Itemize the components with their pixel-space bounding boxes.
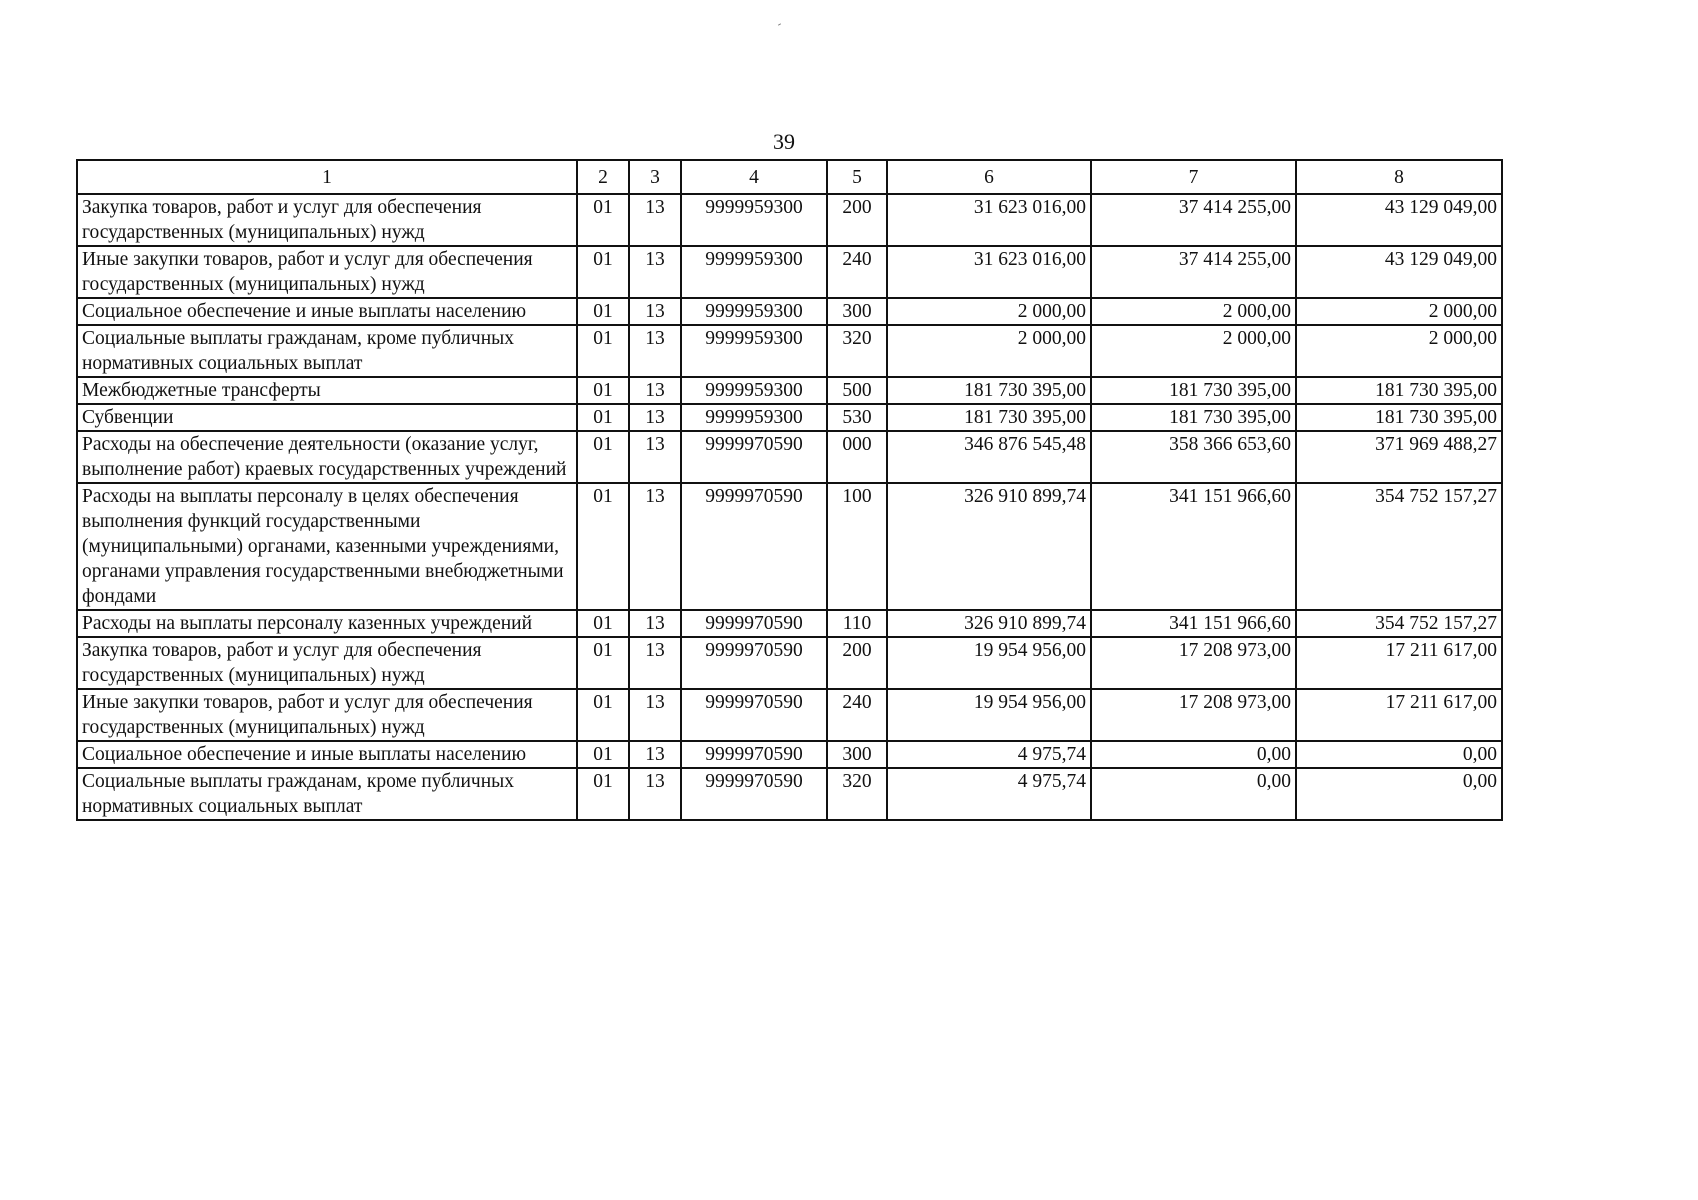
row-target-article-code: 9999959300	[681, 194, 827, 246]
table-row	[77, 431, 1502, 483]
table-row	[77, 194, 1502, 246]
row-amount-col-8: 354 752 157,27	[1296, 483, 1502, 610]
row-section-code: 01	[577, 483, 629, 610]
row-amount-col-8: 17 211 617,00	[1296, 637, 1502, 689]
row-amount-col-8: 181 730 395,00	[1296, 404, 1502, 431]
row-amount-col-7: 181 730 395,00	[1091, 377, 1296, 404]
table-row	[77, 741, 1502, 768]
row-amount-col-7: 37 414 255,00	[1091, 246, 1296, 298]
row-amount-col-7: 341 151 966,60	[1091, 483, 1296, 610]
row-amount-col-8: 2 000,00	[1296, 325, 1502, 377]
header-col-3: 3	[629, 160, 681, 194]
row-name: Закупка товаров, работ и услуг для обеспечения государственных (муниципальных) нужд	[77, 194, 577, 246]
row-subsection-code: 13	[629, 431, 681, 483]
row-target-article-code: 9999970590	[681, 483, 827, 610]
row-section-code: 01	[577, 431, 629, 483]
row-amount-col-7: 17 208 973,00	[1091, 637, 1296, 689]
row-amount-col-8: 17 211 617,00	[1296, 689, 1502, 741]
row-name: Социальные выплаты гражданам, кроме публичных нормативных социальных выплат	[77, 768, 577, 820]
row-amount-col-6: 181 730 395,00	[887, 377, 1091, 404]
row-amount-col-7: 341 151 966,60	[1091, 610, 1296, 637]
row-subsection-code: 13	[629, 325, 681, 377]
row-section-code: 01	[577, 768, 629, 820]
row-section-code: 01	[577, 325, 629, 377]
row-name: Субвенции	[77, 404, 577, 431]
row-section-code: 01	[577, 194, 629, 246]
row-expense-type-code: 500	[827, 377, 887, 404]
row-expense-type-code: 100	[827, 483, 887, 610]
table-row	[77, 768, 1502, 820]
row-amount-col-6: 4 975,74	[887, 741, 1091, 768]
table-body	[77, 194, 1502, 820]
row-amount-col-7: 37 414 255,00	[1091, 194, 1296, 246]
row-target-article-code: 9999970590	[681, 768, 827, 820]
row-amount-col-7: 0,00	[1091, 741, 1296, 768]
row-section-code: 01	[577, 404, 629, 431]
scan-speck	[778, 23, 781, 25]
table-row	[77, 246, 1502, 298]
row-amount-col-6: 19 954 956,00	[887, 689, 1091, 741]
row-subsection-code: 13	[629, 194, 681, 246]
row-amount-col-6: 31 623 016,00	[887, 246, 1091, 298]
row-target-article-code: 9999959300	[681, 298, 827, 325]
row-section-code: 01	[577, 298, 629, 325]
row-target-article-code: 9999959300	[681, 246, 827, 298]
row-amount-col-6: 181 730 395,00	[887, 404, 1091, 431]
row-amount-col-8: 43 129 049,00	[1296, 246, 1502, 298]
row-target-article-code: 9999970590	[681, 637, 827, 689]
header-col-6: 6	[887, 160, 1091, 194]
row-amount-col-6: 2 000,00	[887, 298, 1091, 325]
row-section-code: 01	[577, 377, 629, 404]
row-amount-col-6: 31 623 016,00	[887, 194, 1091, 246]
row-name: Иные закупки товаров, работ и услуг для обеспечения государственных (муниципальных) нужд	[77, 246, 577, 298]
row-amount-col-6: 346 876 545,48	[887, 431, 1091, 483]
row-expense-type-code: 300	[827, 741, 887, 768]
table-row	[77, 610, 1502, 637]
row-name: Социальные выплаты гражданам, кроме публичных нормативных социальных выплат	[77, 325, 577, 377]
table-row	[77, 483, 1502, 610]
row-name: Социальное обеспечение и иные выплаты населению	[77, 298, 577, 325]
row-amount-col-8: 371 969 488,27	[1296, 431, 1502, 483]
budget-table	[76, 159, 1503, 821]
row-subsection-code: 13	[629, 741, 681, 768]
row-target-article-code: 9999959300	[681, 325, 827, 377]
row-amount-col-8: 354 752 157,27	[1296, 610, 1502, 637]
row-amount-col-6: 4 975,74	[887, 768, 1091, 820]
table-row	[77, 689, 1502, 741]
row-name: Расходы на выплаты персоналу в целях обеспечения выполнения функций государственными (муниципальными) органами, казенными учреждениями, органами управления государственными внебюджетными фондами	[77, 483, 577, 610]
row-subsection-code: 13	[629, 377, 681, 404]
table-row	[77, 404, 1502, 431]
row-amount-col-7: 358 366 653,60	[1091, 431, 1296, 483]
row-name: Межбюджетные трансферты	[77, 377, 577, 404]
row-amount-col-8: 0,00	[1296, 768, 1502, 820]
row-amount-col-8: 181 730 395,00	[1296, 377, 1502, 404]
row-section-code: 01	[577, 741, 629, 768]
header-col-8: 8	[1296, 160, 1502, 194]
table-row	[77, 377, 1502, 404]
row-section-code: 01	[577, 610, 629, 637]
row-target-article-code: 9999970590	[681, 610, 827, 637]
row-expense-type-code: 200	[827, 194, 887, 246]
row-amount-col-6: 326 910 899,74	[887, 483, 1091, 610]
row-expense-type-code: 200	[827, 637, 887, 689]
row-expense-type-code: 320	[827, 325, 887, 377]
header-col-4: 4	[681, 160, 827, 194]
row-amount-col-7: 2 000,00	[1091, 325, 1296, 377]
row-name: Иные закупки товаров, работ и услуг для обеспечения государственных (муниципальных) нужд	[77, 689, 577, 741]
row-target-article-code: 9999970590	[681, 431, 827, 483]
row-name: Социальное обеспечение и иные выплаты населению	[77, 741, 577, 768]
table-header	[77, 160, 1502, 194]
page-number: 39	[773, 129, 795, 154]
row-expense-type-code: 000	[827, 431, 887, 483]
row-target-article-code: 9999959300	[681, 377, 827, 404]
row-expense-type-code: 300	[827, 298, 887, 325]
row-amount-col-7: 17 208 973,00	[1091, 689, 1296, 741]
row-amount-col-8: 0,00	[1296, 741, 1502, 768]
row-expense-type-code: 320	[827, 768, 887, 820]
row-expense-type-code: 110	[827, 610, 887, 637]
row-section-code: 01	[577, 689, 629, 741]
row-target-article-code: 9999970590	[681, 689, 827, 741]
header-col-7: 7	[1091, 160, 1296, 194]
row-section-code: 01	[577, 637, 629, 689]
row-name: Закупка товаров, работ и услуг для обеспечения государственных (муниципальных) нужд	[77, 637, 577, 689]
row-subsection-code: 13	[629, 246, 681, 298]
header-row	[77, 160, 1502, 194]
header-col-2: 2	[577, 160, 629, 194]
header-col-1: 1	[77, 160, 577, 194]
table-row	[77, 637, 1502, 689]
row-expense-type-code: 240	[827, 246, 887, 298]
row-expense-type-code: 240	[827, 689, 887, 741]
row-subsection-code: 13	[629, 637, 681, 689]
row-amount-col-6: 19 954 956,00	[887, 637, 1091, 689]
row-subsection-code: 13	[629, 768, 681, 820]
row-subsection-code: 13	[629, 483, 681, 610]
header-col-5: 5	[827, 160, 887, 194]
row-name: Расходы на выплаты персоналу казенных учреждений	[77, 610, 577, 637]
row-amount-col-6: 2 000,00	[887, 325, 1091, 377]
table-row	[77, 325, 1502, 377]
table-row	[77, 298, 1502, 325]
row-expense-type-code: 530	[827, 404, 887, 431]
row-name: Расходы на обеспечение деятельности (оказание услуг, выполнение работ) краевых государственных учреждений	[77, 431, 577, 483]
row-amount-col-6: 326 910 899,74	[887, 610, 1091, 637]
row-section-code: 01	[577, 246, 629, 298]
row-amount-col-8: 2 000,00	[1296, 298, 1502, 325]
row-amount-col-8: 43 129 049,00	[1296, 194, 1502, 246]
row-amount-col-7: 181 730 395,00	[1091, 404, 1296, 431]
row-target-article-code: 9999970590	[681, 741, 827, 768]
row-amount-col-7: 2 000,00	[1091, 298, 1296, 325]
row-subsection-code: 13	[629, 610, 681, 637]
row-amount-col-7: 0,00	[1091, 768, 1296, 820]
row-subsection-code: 13	[629, 298, 681, 325]
row-target-article-code: 9999959300	[681, 404, 827, 431]
row-subsection-code: 13	[629, 404, 681, 431]
row-subsection-code: 13	[629, 689, 681, 741]
